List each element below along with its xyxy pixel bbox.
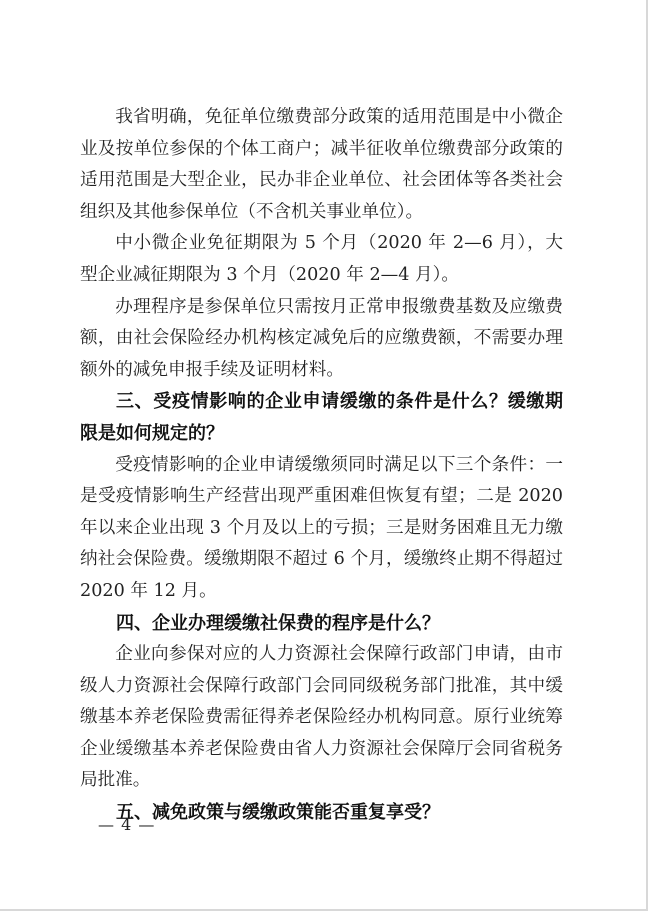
page-number: — 4 — [98, 815, 156, 834]
section-heading-3: 三、受疫情影响的企业申请缓缴的条件是什么？缓缴期限是如何规定的？ [80, 391, 563, 444]
paragraph-scope: 我省明确，免征单位缴费部分政策的适用范围是中小微企业及按单位参保的个体工商户；减半征收单位缴费部分政策的适用范围是大型企业，民办非企业单位、社会团体等各类社会组织及其他参保单位（不含机关事业单位）。 [80, 107, 563, 222]
section-heading-4: 四、企业办理缓缴社保费的程序是什么？ [116, 612, 440, 634]
paragraph-deferral-procedure: 企业向参保对应的人力资源社会保障行政部门申请，由市级人力资源社会保障行政部门会同同级税务部门批准，其中缓缴基本养老保险费需征得养老保险经办机构同意。原行业统筹企业缓缴基本养老保险费由省人力资源社会保障厅会同省税务局批准。 [80, 644, 563, 791]
paragraph-deferral-conditions: 受疫情影响的企业申请缓缴须同时满足以下三个条件：一是受疫情影响生产经营出现严重困难但恢复有望；二是 2020 年以来企业出现 3 个月及以上的亏损；三是财务困难且无力缴纳社会保险费。缓缴期限不超过 6 个月，缓缴终止期不得超过 2020 年 12 月。 [80, 454, 563, 601]
section-heading-5: 五、减免政策与缓缴政策能否重复享受？ [116, 802, 440, 824]
paragraph-procedure: 办理程序是参保单位只需按月正常申报缴费基数及应缴费额，由社会保险经办机构核定减免后的应缴费额，不需要办理额外的减免申报手续及证明材料。 [80, 296, 563, 380]
document-body [80, 102, 563, 829]
paragraph-period: 中小微企业免征期限为 5 个月（2020 年 2—6 月），大型企业减征期限为 3 个月（2020 年 2—4 月）。 [80, 233, 563, 285]
